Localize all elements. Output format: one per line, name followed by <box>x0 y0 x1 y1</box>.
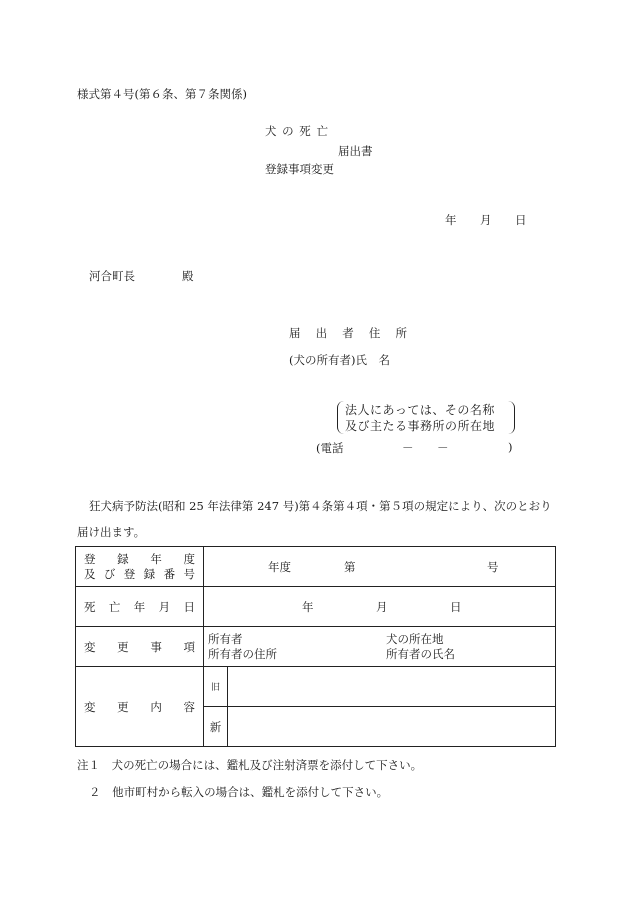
table-row-registration <box>76 547 556 587</box>
death-date-label: 死 亡 年 月 日 <box>76 587 204 627</box>
new-label: 新 <box>204 707 228 747</box>
title-death: 犬 の 死 亡 <box>265 124 329 138</box>
body-text-line1: 狂犬病予防法(昭和 25 年法律第 247 号)第４条第４項・第５項の規定により、次のとおり <box>89 499 552 513</box>
body-text-line2: 届け出ます。 <box>77 525 146 539</box>
date-month: 月 <box>480 213 492 227</box>
change-items-label: 変 更 事 項 <box>76 627 204 667</box>
notification-table <box>75 546 556 747</box>
old-label: 旧 <box>204 667 228 707</box>
change-content-label: 変 更 内 容 <box>76 667 204 747</box>
new-value[interactable] <box>228 707 556 747</box>
title-registration-change: 登録事項変更 <box>265 162 334 176</box>
table-row-change-items <box>76 627 556 667</box>
phone-dash-2: － <box>437 441 449 455</box>
addressee-name: 河合町長 <box>89 269 135 283</box>
registration-value[interactable]: 年度 第 号 <box>204 547 556 587</box>
change-item-dog-location[interactable]: 犬の所在地 <box>386 631 444 646</box>
date-year: 年 <box>445 213 457 227</box>
addressee-honorific: 殿 <box>182 269 194 283</box>
applicant-address-label: 届 出 者 住 所 <box>289 326 407 340</box>
phone-open: (電話 <box>316 441 344 455</box>
old-value[interactable] <box>228 667 556 707</box>
death-date-value[interactable]: 年 月 日 <box>204 587 556 627</box>
form-number: 様式第４号(第６条、第７条関係) <box>77 87 247 101</box>
note-2: ２ 他市町村から転入の場合は、鑑札を添付して下さい。 <box>89 785 389 799</box>
phone-close: ) <box>508 440 513 454</box>
change-item-owner[interactable]: 所有者 <box>208 631 243 646</box>
note-1: 注１ 犬の死亡の場合には、鑑札及び注射済票を添付して下さい。 <box>77 758 423 772</box>
table-row-death-date <box>76 587 556 627</box>
change-item-owner-address[interactable]: 所有者の住所 <box>208 646 277 661</box>
corporate-note: 法人にあっては、その名称 及び主たる事務所の所在地 <box>345 403 496 433</box>
change-item-owner-name[interactable]: 所有者の氏名 <box>386 646 455 661</box>
date-day: 日 <box>515 213 527 227</box>
phone-dash-1: － <box>402 441 414 455</box>
table-row-change-old <box>76 667 556 707</box>
title-notification: 届出書 <box>338 144 373 158</box>
change-items-options[interactable] <box>204 627 556 667</box>
applicant-name-label: (犬の所有者)氏 名 <box>289 353 390 367</box>
registration-label: 登 録 年 度 及 び 登 録 番 号 <box>76 547 204 587</box>
